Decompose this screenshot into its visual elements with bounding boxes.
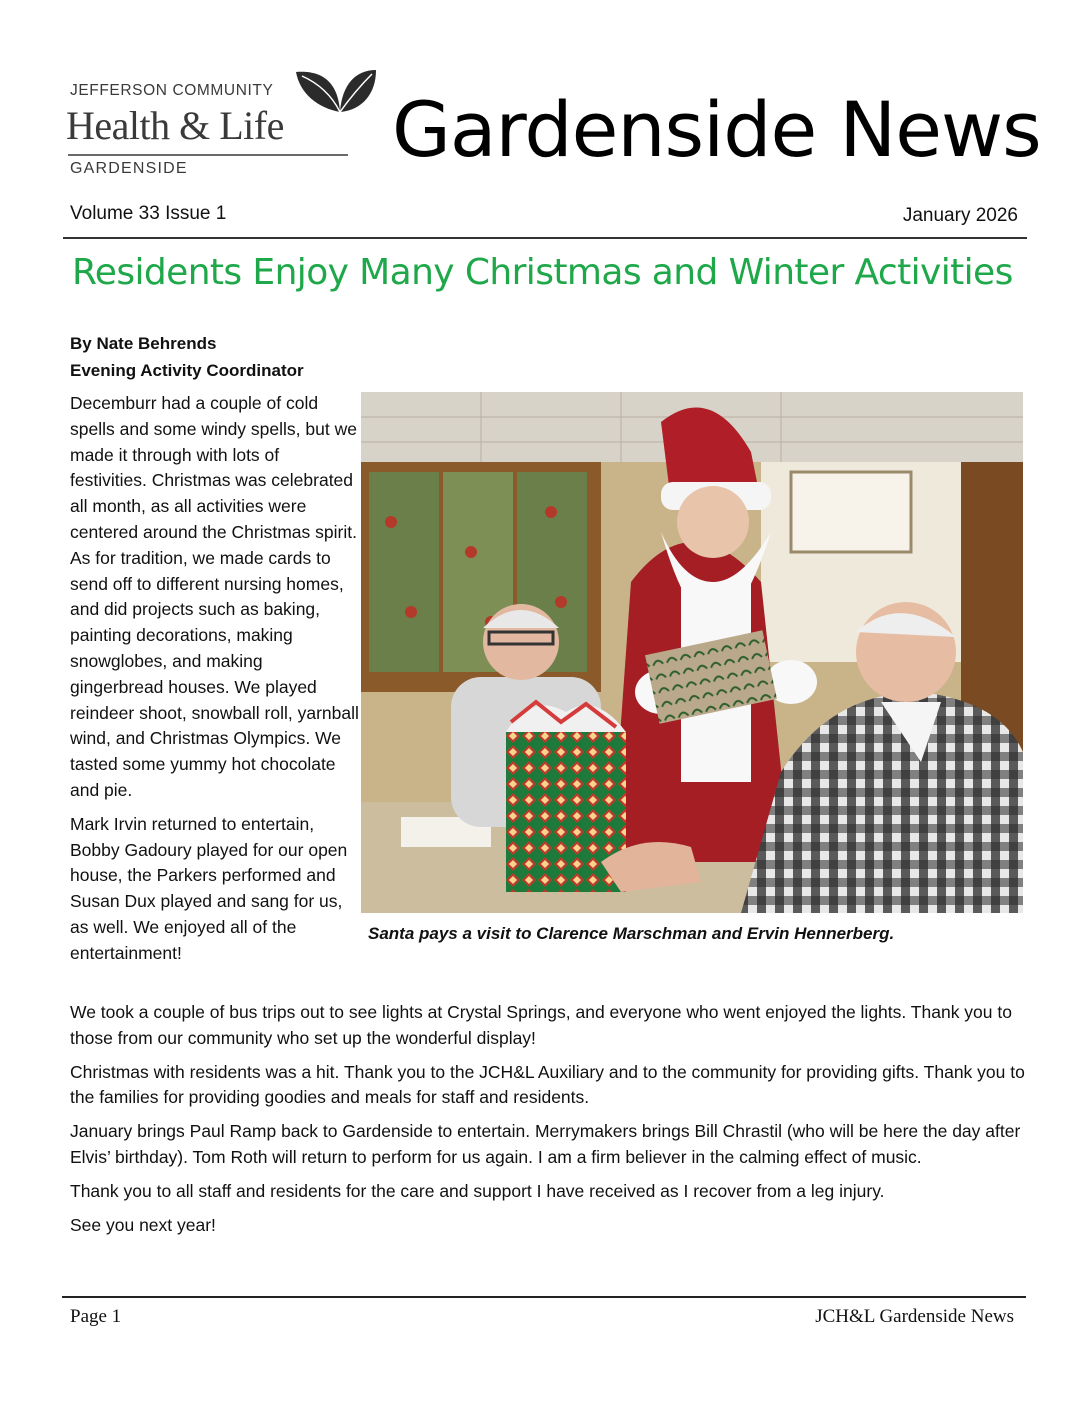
article-body (70, 1000, 1030, 1246)
article-paragraph: January brings Paul Ramp back to Gardenside to entertain. Merrymakers brings Bill Chrastil (who will be here the day after Elvis’ birthday). Tom Roth will return to perform for us again. I am a firm believer in the calming effect of music. (70, 1121, 1021, 1167)
issue-number: Volume 33 Issue 1 (70, 203, 227, 224)
article-paragraph: Christmas with residents was a hit. Thank you to the JCH&L Auxiliary and to the community for providing gifts. Thank you to the families for providing goodies and meals for staff and residents. (70, 1061, 1025, 1108)
page-number: Page 1 (70, 1306, 122, 1327)
logo-divider (68, 154, 348, 156)
logo-main-text: Health & Life (66, 103, 284, 148)
article-paragraph: Thank you to all staff and residents for the care and support I have received as I recover from a leg injury. (70, 1180, 885, 1201)
article-headline: Residents Enjoy Many Christmas and Winter Activities (72, 252, 1013, 293)
article-paragraph: See you next year! (70, 1214, 216, 1235)
footer-divider (62, 1296, 1026, 1298)
article-paragraph: We took a couple of bus trips out to see lights at Crystal Springs, and everyone who went enjoyed the lights. Thank you to those from our community who set up the wonderful display! (70, 1002, 1012, 1048)
header-divider (63, 237, 1027, 239)
byline-author: By Nate Behrends (70, 334, 217, 353)
article-paragraph: Decemburr had a couple of cold spells and some windy spells, but we made it through with lots of festivities. Christmas was celebrated all month, as all activities were centered around the Christmas spirit. As for tradition, we made cards to send off to different nursing homes, and did projects such as baking, painting decorations, making snowglobes, and making gingerbread houses. We played reindeer shoot, snowball roll, yarnball wind, and Christmas Olympics. We tasted some yummy hot chocolate and pie. (70, 393, 359, 800)
publication-name: JCH&L Gardenside News (815, 1306, 1014, 1327)
logo-org-name: JEFFERSON COMMUNITY (70, 82, 274, 99)
leaves-icon (290, 64, 378, 124)
article-paragraph: Mark Irvin returned to entertain, Bobby Gadoury played for our open house, the Parkers performed and Susan Dux played and sang for us, as well. We enjoyed all of the entertainment! (70, 813, 348, 963)
logo-location: GARDENSIDE (70, 160, 188, 177)
newsletter-title: Gardenside News (392, 85, 1041, 174)
byline (70, 330, 304, 384)
byline-role: Evening Activity Coordinator (70, 361, 304, 380)
issue-date: January 2026 (902, 205, 1018, 226)
organization-logo (66, 64, 378, 182)
photo-illustration (361, 392, 1023, 913)
santa-visit-photo (361, 392, 1023, 913)
article-column (70, 391, 360, 975)
photo-caption: Santa pays a visit to Clarence Marschman and Ervin Hennerberg. (368, 924, 895, 943)
